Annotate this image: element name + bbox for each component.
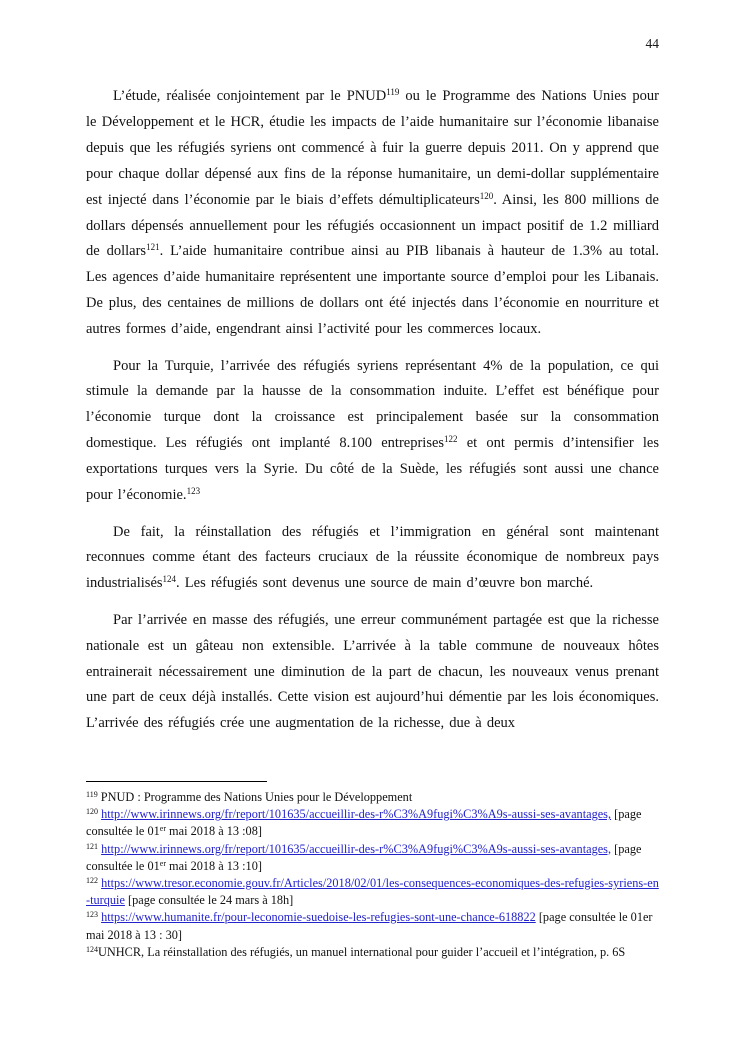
- footnote-item: [86, 909, 659, 943]
- text-run: UNHCR, La réinstallation des réfugiés, un manuel international pour guider l’accueil et l’intégration, p. 6S: [98, 944, 626, 959]
- footnote-link[interactable]: http://www.irinnews.org/fr/report/101635/accueillir-des-r%C3%A9fugi%C3%A9s-aussi-ses-avantages,: [101, 841, 612, 856]
- footnote-link[interactable]: https://www.tresor.economie.gouv.fr/Articles/2018/02/01/les-consequences-economiques-des-refugies-syriens-en-turquie: [86, 876, 659, 908]
- body-paragraph: [86, 354, 659, 509]
- footnote-marker: 123: [86, 910, 98, 920]
- text-run: De fait, la réinstallation des réfugiés et l’immigration en général sont maintenant reconnues comme étant des facteurs cruciaux de la réussite économique de nombreux pays industrialisés: [86, 523, 659, 592]
- text-run: Pour la Turquie, l’arrivée des réfugiés syriens représentant 4% de la population, ce qui stimule la demande par la hausse de la consommation induite. L’effet est bénéfique pour l’économie turque dont la croissance est principalement basée sur la consommation domestique. Les réfugiés ont implanté 8.100 entreprises: [86, 357, 659, 452]
- text-run: Par l’arrivée en masse des réfugiés, une erreur communément partagée est que la richesse nationale est un gâteau non extensible. L’arrivée à la table commune de nouveaux hôtes entrainerait nécessairement une diminution de la part de chacun, les nouveaux venus prenant une part de ceux déjà installés. Cette vision est aujourd’hui démentie par les lois économiques. L’arrivée des réfugiés crée une augmentation de la richesse, due à deux: [86, 611, 659, 732]
- page-number: 44: [645, 36, 659, 51]
- superscript-ref: 123: [186, 486, 201, 497]
- superscript-ref: er: [159, 858, 166, 868]
- superscript-ref: er: [159, 824, 166, 834]
- footnote-text: [98, 945, 625, 959]
- footnote-marker: 120: [86, 807, 98, 817]
- footnote-text: [86, 807, 641, 838]
- superscript-ref: 124: [162, 574, 177, 585]
- text-run: [page consultée le 01: [86, 807, 642, 839]
- footnote-link[interactable]: https://www.humanite.fr/pour-leconomie-suedoise-les-refugies-sont-une-chance-618822: [101, 910, 536, 925]
- footnote-marker: 122: [86, 876, 98, 886]
- superscript-ref: 122: [444, 434, 458, 445]
- footnote-text: [86, 876, 659, 907]
- text-run: ou le Programme des Nations Unies pour le Développement et le HCR, étudie les impacts de l’aide humanitaire sur l’économie libanaise depuis que les réfugiés syriens ont commencé à fuir la guerre depuis 2011. On y apprend que pour chaque dollar dépensé aux fins de la réponse humanitaire, un demi-dollar supplémentaire est injecté dans l’économie par le biais d’effets démultiplicateurs: [86, 88, 659, 208]
- footnote-item: [86, 944, 659, 961]
- footnote-item: [86, 806, 659, 840]
- superscript-ref: 120: [479, 190, 494, 201]
- text-run: [page consultée le 01er mai 2018 à 13 : 30]: [86, 910, 653, 942]
- text-run: et ont permis d’intensifier les exportations turques vers la Syrie. Du côté de la Suède, les réfugiés sont aussi une chance pour l’économie.: [86, 435, 659, 504]
- footnote-text: [98, 790, 413, 804]
- text-run: mai 2018 à 13 :08]: [165, 824, 262, 839]
- text-run: . Les réfugiés sont devenus une source de main d’œuvre bon marché.: [176, 575, 594, 592]
- footnote-marker: 124: [86, 944, 98, 954]
- text-run: L’étude, réalisée conjointement par le PNUD: [113, 88, 387, 104]
- body-text: [86, 84, 659, 737]
- footnote-text: [86, 842, 641, 873]
- text-run: [page consultée le 01: [86, 841, 642, 873]
- text-run: . Ainsi, les 800 millions de dollars dépensés annuellement pour les réfugiés occasionnent un impact positif de 1.2 milliard de dollars: [86, 191, 659, 260]
- footnote-link[interactable]: http://www.irinnews.org/fr/report/101635/accueillir-des-r%C3%A9fugi%C3%A9s-aussi-ses-avantages,: [101, 807, 612, 822]
- footnote-item: [86, 789, 659, 806]
- footnote-marker: 121: [86, 841, 98, 851]
- footnote-marker: 119: [86, 790, 98, 799]
- superscript-ref: 119: [386, 87, 400, 97]
- body-paragraph: [86, 520, 659, 598]
- footnote-item: [86, 841, 659, 875]
- footnotes-section: [86, 781, 659, 961]
- text-run: PNUD : Programme des Nations Unies pour le Développement: [97, 790, 413, 804]
- body-paragraph: [86, 84, 659, 343]
- text-run: [page consultée le 24 mars à 18h]: [124, 893, 294, 908]
- body-paragraph: [86, 608, 659, 738]
- text-run: mai 2018 à 13 :10]: [165, 858, 262, 873]
- footnote-item: [86, 875, 659, 909]
- footnote-list: [86, 789, 659, 961]
- text-run: . L’aide humanitaire contribue ainsi au PIB libanais à hauteur de 1.3% au total. Les agences d’aide humanitaire représentent une importante source d’emploi pour les Libanais. De plus, des centaines de millions de dollars ont été injectés dans l’économie en nourriture et autres formes d’aide, engendrant ainsi l’activité pour les commerces locaux.: [86, 243, 660, 338]
- superscript-ref: 121: [146, 242, 160, 253]
- footnote-separator: [86, 781, 267, 782]
- footnote-text: [86, 910, 653, 941]
